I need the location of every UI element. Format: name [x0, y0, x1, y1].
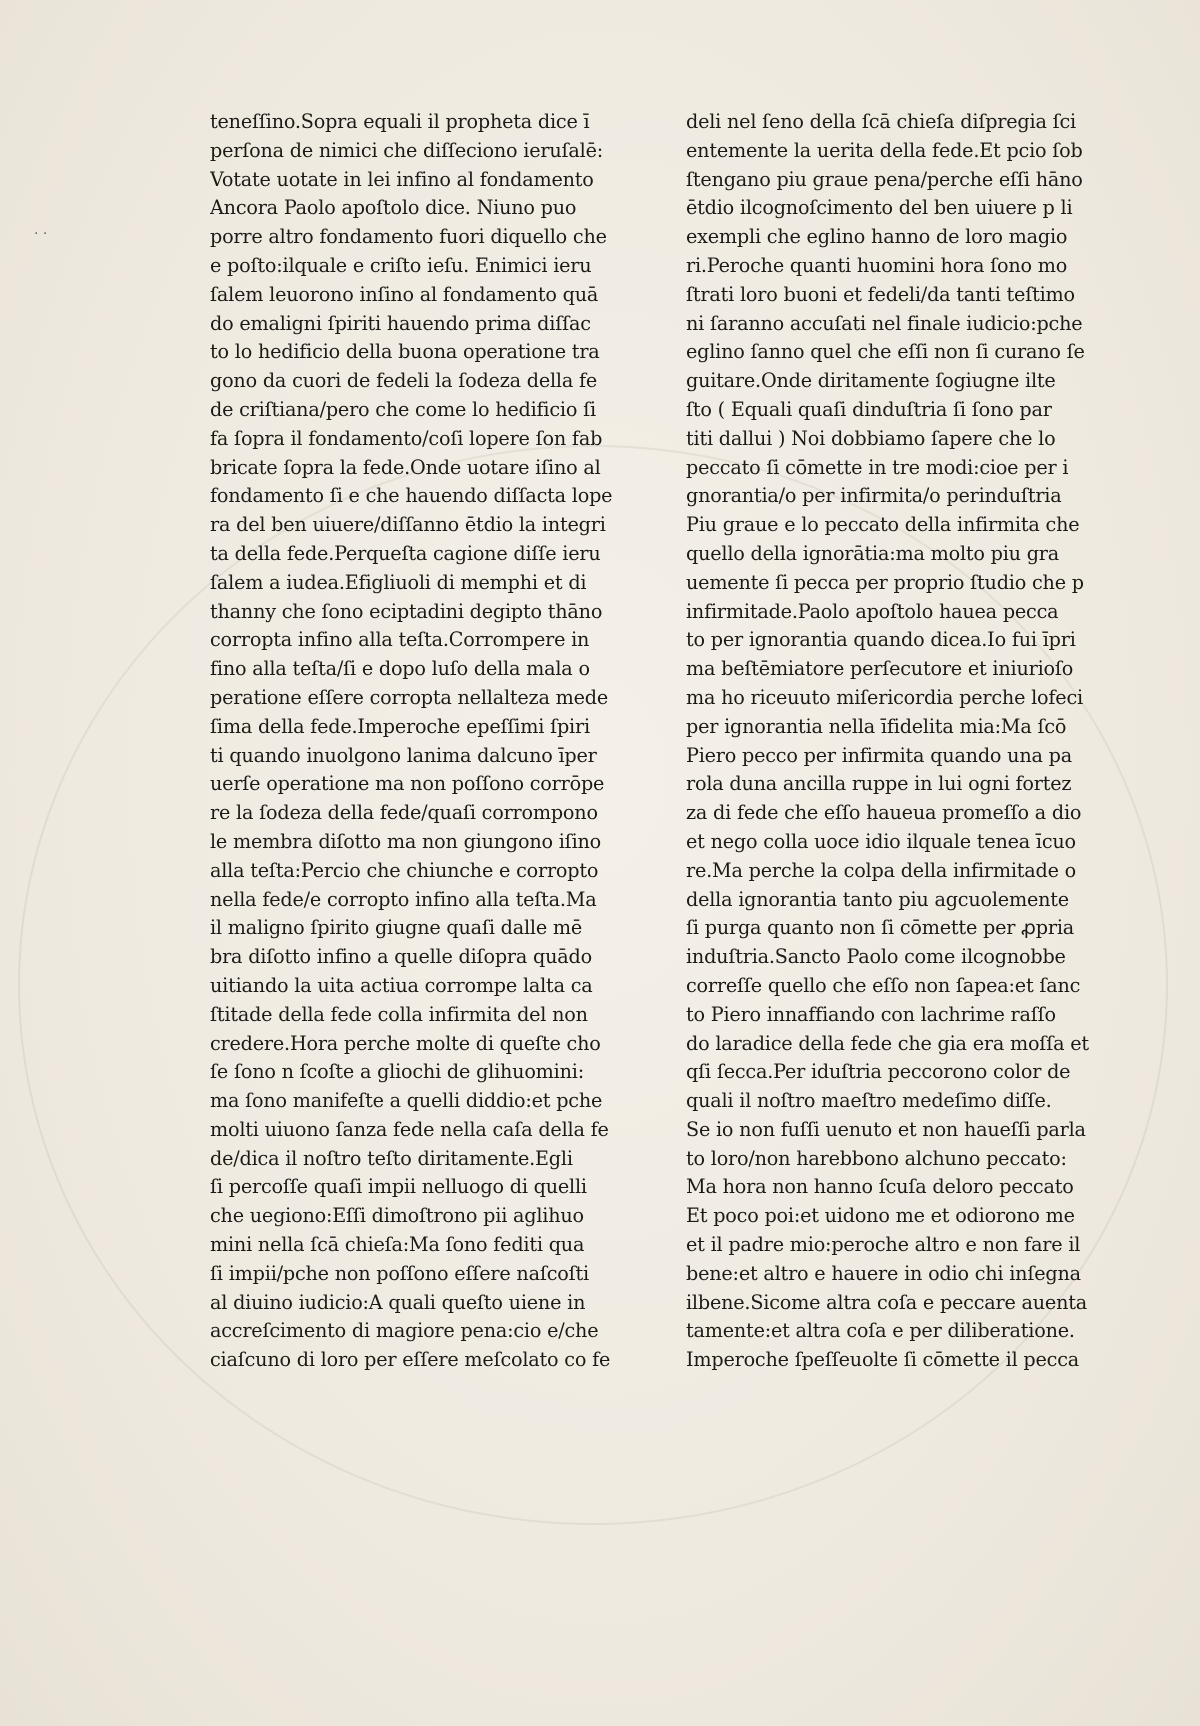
text-line: exempli che eglino hanno de loro magio: [686, 225, 1068, 249]
text-line: deli nel ſeno della ſcā chieſa diſpregia ſci: [686, 110, 1076, 133]
text-line: Se io non fuſſi uenuto et non haueſſi parla: [686, 1117, 1086, 1141]
text-line: porre altro fondamento fuori diquello che: [210, 225, 607, 249]
text-line: to lo hedificio della buona operatione tra: [210, 340, 600, 364]
text-line: ciaſcuno di loro per eſſere meſcolato co fe: [210, 1348, 611, 1372]
text-line: ſalem leuorono inſino al fondamento quā: [210, 282, 599, 306]
text-line: ſima della fede.Imperoche epeſſimi ſpiri: [210, 714, 590, 738]
text-line: bene:et altro e hauere in odio chi inſegna: [686, 1261, 1081, 1285]
text-line: to per ignorantia quando dicea.Io fui īpri: [686, 628, 1076, 652]
text-line: al diuino iudicio:A quali queſto uiene in: [210, 1290, 586, 1314]
text-line: e poſto:ilquale e criſto ieſu. Enimici ieru: [210, 253, 592, 277]
text-line: nella fede/e corropto infino alla teſta.Ma: [210, 887, 597, 911]
text-line: ſalem a iudea.Efigliuoli di memphi et di: [210, 570, 587, 594]
text-line: peratione eſſere corropta nellalteza mede: [210, 685, 608, 709]
text-line: bra diſotto infino a quelle diſopra quādo: [210, 945, 592, 969]
text-line: gnorantia/o per infirmita/o perinduſtria: [686, 484, 1062, 508]
text-line: alla teſta:Percio che chiunche e corropto: [210, 858, 599, 882]
left-text-column: [210, 108, 660, 1375]
text-line: Ma hora non hanno ſcuſa deloro peccato: [686, 1175, 1074, 1199]
text-line: Ancora Paolo apoſtolo dice. Niuno puo: [210, 196, 577, 220]
text-line: ma ſono manifeſte a quelli diddio:et pche: [210, 1089, 603, 1113]
text-line: che uegiono:Eſſi dimoſtrono pii aglihuo: [210, 1204, 584, 1228]
text-line: correſſe quello che eſſo non ſapea:et ſanc: [686, 973, 1081, 997]
text-line: et nego colla uoce idio ilquale tenea īcuo: [686, 829, 1076, 853]
text-line: qſi ſecca.Per iduſtria peccorono color de: [686, 1060, 1071, 1084]
text-line: de criſtiana/pero che come lo hedificio ſi: [210, 397, 596, 421]
text-line: ſe ſono n ſcoſte a gliochi de glihuomini:: [210, 1060, 584, 1084]
text-line: to Piero innaffiando con lachrime raſſo: [686, 1002, 1056, 1026]
text-line: ma beſtēmiatore perſecutore et iniurioſo: [686, 657, 1074, 681]
text-line: ra del ben uiuere/diſſanno ētdio la integri: [210, 513, 606, 537]
text-line: credere.Hora perche molte di queſte cho: [210, 1031, 601, 1055]
text-line: uerſe operatione ma non poſſono corrōpe: [210, 772, 605, 796]
text-line: ſi impii/pche non poſſono eſſere naſcoſti: [210, 1261, 589, 1285]
text-line: Votate uotate in lei infino al fondamento: [210, 167, 594, 191]
paper-speck: · ·: [34, 226, 48, 242]
text-line: Piero pecco per infirmita quando una pa: [686, 743, 1072, 767]
text-line: fa ſopra il fondamento/coſi lopere ſon fab: [210, 426, 603, 450]
text-line: induſtria.Sancto Paolo come ilcognobbe: [686, 945, 1066, 969]
text-line: do emaligni ſpiriti hauendo prima diſſac: [210, 311, 591, 335]
text-line: thanny che ſono eciptadini degipto thāno: [210, 599, 603, 623]
text-line: fino alla teſta/ſi e dopo luſo della mala o: [210, 657, 590, 681]
text-line: entemente la uerita della fede.Et pcio ſob: [686, 138, 1083, 162]
text-line: re.Ma perche la colpa della infirmitade o: [686, 858, 1077, 882]
text-line: za di fede che eſſo haueua promeſſo a dio: [686, 801, 1082, 825]
text-line: teneſſino.Sopra equali il propheta dice ī: [210, 110, 590, 133]
text-line: ſto ( Equali quaſi dinduſtria ſi ſono par: [686, 397, 1052, 421]
text-line: bricate ſopra la fede.Onde uotare iſino al: [210, 455, 601, 479]
text-line: uemente ſi pecca per proprio ſtudio che p: [686, 570, 1084, 594]
text-line: ſtitade della fede colla infirmita del non: [210, 1002, 588, 1026]
text-line: ſtengano piu graue pena/perche eſſi hāno: [686, 167, 1083, 191]
text-line: peccato ſi cōmette in tre modi:cioe per i: [686, 455, 1069, 479]
text-line: infirmitade.Paolo apoſtolo hauea pecca: [686, 599, 1059, 623]
text-line: per ignorantia nella īfidelita mia:Ma ſcō: [686, 714, 1067, 738]
text-line: quello della ignorātia:ma molto piu gra: [686, 541, 1060, 565]
text-line: ma ho riceuuto miſericordia perche lofeci: [686, 685, 1083, 709]
text-line: titi dallui ) Noi dobbiamo ſapere che lo: [686, 426, 1056, 450]
text-line: Imperoche ſpeſſeuolte ſi cōmette il pecca: [686, 1348, 1080, 1372]
text-line: ētdio ilcognoſcimento del ben uiuere p li: [686, 196, 1073, 220]
text-line: le membra diſotto ma non giungono iſino: [210, 829, 602, 853]
text-line: accreſcimento di magiore pena:cio e/che: [210, 1319, 599, 1343]
text-line: ri.Peroche quanti huomini hora ſono mo: [686, 253, 1068, 277]
text-line: ſi purga quanto non ſi cōmette per ꝓpria: [686, 916, 1074, 940]
text-line: Piu graue e lo peccato della infirmita che: [686, 513, 1080, 537]
text-line: molti uiuono ſanza fede nella caſa della fe: [210, 1117, 609, 1141]
text-line: perſona de nimici che diſſeciono ieruſalē:: [210, 138, 604, 162]
text-line: il maligno ſpirito giugne quaſi dalle mē: [210, 916, 583, 940]
text-line: eglino ſanno quel che eſſi non ſi curano ſe: [686, 340, 1085, 364]
text-line: de/dica il noſtro teſto diritamente.Egli: [210, 1146, 573, 1170]
text-line: Et poco poi:et uidono me et odiorono me: [686, 1204, 1075, 1228]
text-line: ſi percoſſe quaſi impii nelluogo di quelli: [210, 1175, 587, 1199]
text-line: re la ſodeza della fede/quaſi corrompono: [210, 801, 598, 825]
text-line: uitiando la uita actiua corrompe lalta ca: [210, 973, 593, 997]
text-line: fondamento ſi e che hauendo diſſacta lope: [210, 484, 613, 508]
text-line: do laradice della fede che gia era moſſa et: [686, 1031, 1089, 1055]
text-line: tamente:et altra coſa e per diliberatione.: [686, 1319, 1075, 1343]
text-line: ta della fede.Perqueſta cagione diſſe ieru: [210, 541, 601, 565]
text-line: rola duna ancilla ruppe in lui ogni fortez: [686, 772, 1072, 796]
text-line: ilbene.Sicome altra coſa e peccare auenta: [686, 1290, 1087, 1314]
text-line: gono da cuori de fedeli la ſodeza della fe: [210, 369, 598, 393]
text-line: guitare.Onde diritamente ſogiugne ilte: [686, 369, 1056, 393]
text-line: to loro/non harebbono alchuno peccato:: [686, 1146, 1067, 1170]
text-line: ſtrati loro buoni et fedeli/da tanti teſtimo: [686, 282, 1075, 306]
text-line: et il padre mio:peroche altro e non fare il: [686, 1233, 1081, 1257]
text-line: della ignorantia tanto piu agcuolemente: [686, 887, 1069, 911]
text-line: quali il noſtro maeſtro medeſimo diſſe.: [686, 1089, 1052, 1113]
text-line: mini nella ſcā chieſa:Ma ſono fediti qua: [210, 1233, 585, 1257]
text-line: corropta infino alla teſta.Corrompere in: [210, 628, 590, 652]
text-line: ni ſaranno accuſati nel finale iudicio:pche: [686, 311, 1083, 335]
text-line: ti quando inuolgono lanima dalcuno īper: [210, 743, 597, 767]
right-text-column: [686, 108, 1126, 1375]
